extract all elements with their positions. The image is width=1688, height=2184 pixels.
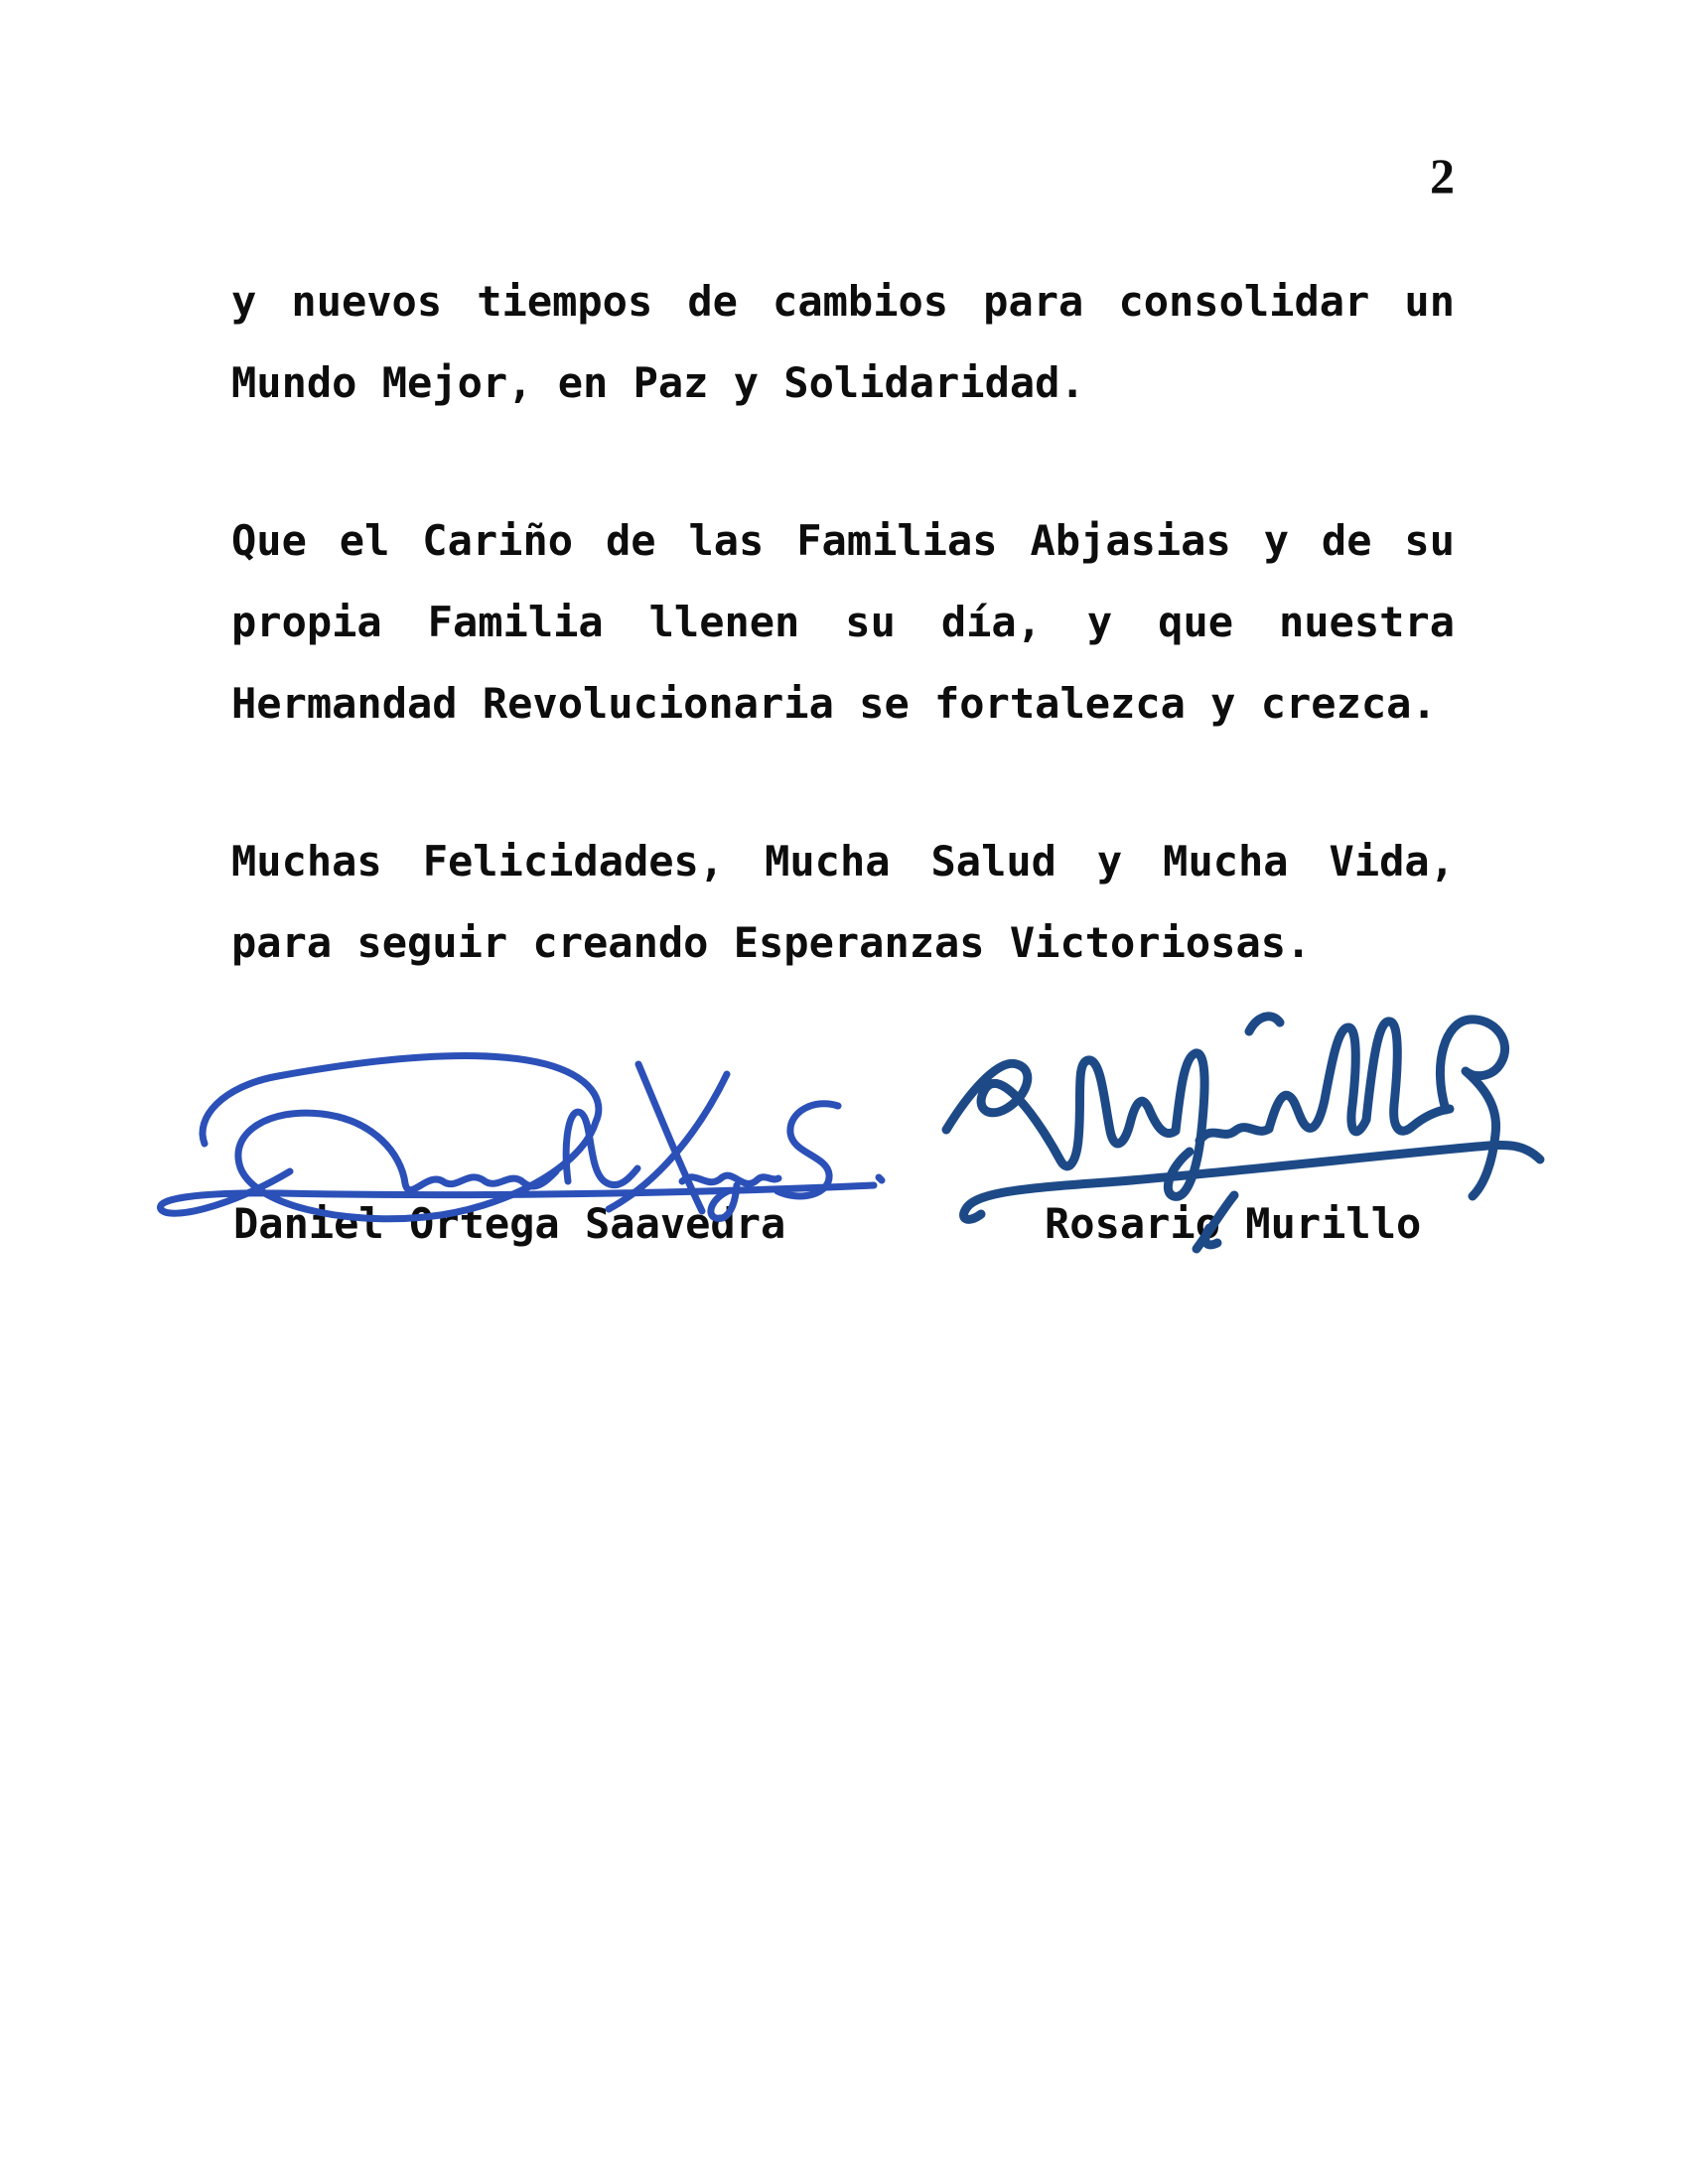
signer-name-rosario-murillo: Rosario Murillo [1045,1199,1422,1248]
daniel-ortega-signature-strokes [160,1056,882,1219]
paragraph-felicidades: Muchas Felicidades, Mucha Salud y Mucha Vida, para seguir creando Esperanzas Victoriosas. [231,837,1455,967]
paragraph-carino-familias: Que el Cariño de las Familias Abjasias y de su propia Familia llenen su día, y que nuestra Hermandad Revolucionaria se fortalezca y crezca. [231,516,1455,728]
letter-body [231,261,1455,1060]
paragraph-mundo-mejor: y nuevos tiempos de cambios para consolidar un Mundo Mejor, en Paz y Solidaridad. [231,277,1455,407]
signer-name-daniel-ortega: Daniel Ortega Saavedra [233,1199,786,1248]
page-number: 2 [1430,148,1455,204]
